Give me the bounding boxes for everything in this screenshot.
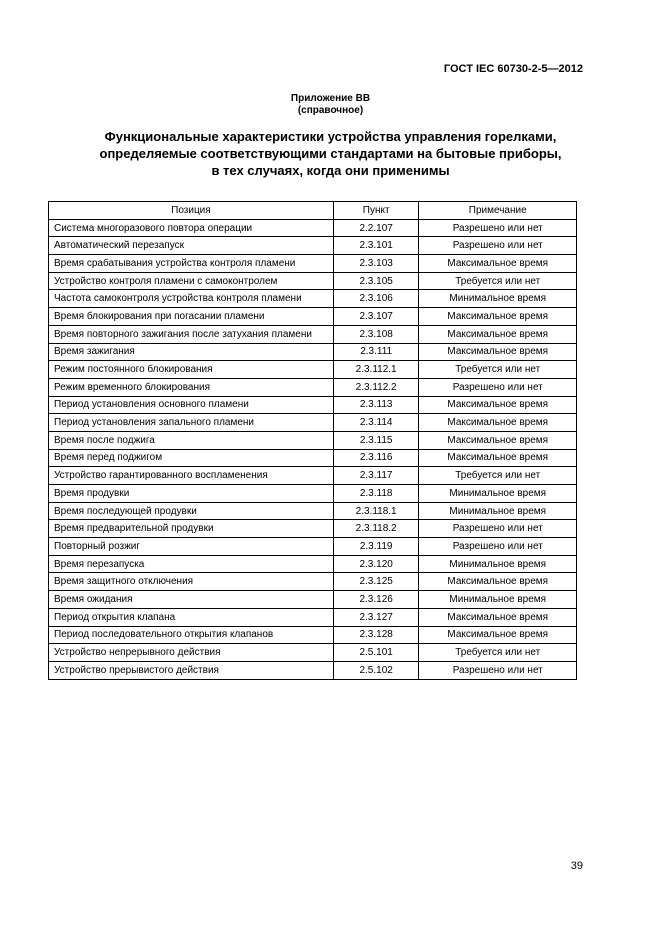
- cell-note: Минимальное время: [419, 591, 577, 609]
- cell-note: Максимальное время: [419, 573, 577, 591]
- cell-clause: 2.5.101: [333, 644, 419, 662]
- cell-position: Автоматический перезапуск: [49, 237, 334, 255]
- cell-clause: 2.3.125: [333, 573, 419, 591]
- table-row: [49, 573, 577, 591]
- cell-position: Время продувки: [49, 485, 334, 503]
- cell-position: Время последующей продувки: [49, 502, 334, 520]
- table-row: [49, 626, 577, 644]
- cell-position: Время перезапуска: [49, 555, 334, 573]
- table-row: [49, 378, 577, 396]
- cell-clause: 2.3.126: [333, 591, 419, 609]
- cell-note: Максимальное время: [419, 608, 577, 626]
- cell-clause: 2.3.118.2: [333, 520, 419, 538]
- title-line-1: Функциональные характеристики устройства управления горелками,: [104, 129, 557, 144]
- cell-clause: 2.5.102: [333, 661, 419, 679]
- annex-subtitle: (справочное): [297, 105, 364, 116]
- cell-position: Время блокирования при погасании пламени: [49, 308, 334, 326]
- cell-clause: 2.3.128: [333, 626, 419, 644]
- cell-position: Период последовательного открытия клапанов: [49, 626, 334, 644]
- title-line-2: определяемые соответствующими стандартами на бытовые приборы,: [99, 146, 562, 161]
- cell-position: Период открытия клапана: [49, 608, 334, 626]
- cell-clause: 2.3.118.1: [333, 502, 419, 520]
- cell-note: Максимальное время: [419, 626, 577, 644]
- cell-note: Разрешено или нет: [419, 237, 577, 255]
- cell-clause: 2.3.108: [333, 325, 419, 343]
- cell-position: Устройство непрерывного действия: [49, 644, 334, 662]
- table-row: [49, 485, 577, 503]
- table-row: [49, 661, 577, 679]
- cell-clause: 2.3.105: [333, 272, 419, 290]
- cell-note: Требуется или нет: [419, 272, 577, 290]
- column-header-position: Позиция: [49, 202, 334, 220]
- cell-clause: 2.3.120: [333, 555, 419, 573]
- cell-clause: 2.3.107: [333, 308, 419, 326]
- cell-clause: 2.3.119: [333, 538, 419, 556]
- cell-position: Время перед поджигом: [49, 449, 334, 467]
- document-title: [40, 128, 621, 179]
- cell-note: Максимальное время: [419, 396, 577, 414]
- table-row: [49, 290, 577, 308]
- cell-note: Требуется или нет: [419, 467, 577, 485]
- cell-clause: 2.3.127: [333, 608, 419, 626]
- cell-note: Минимальное время: [419, 555, 577, 573]
- cell-position: Период установления основного пламени: [49, 396, 334, 414]
- cell-note: Максимальное время: [419, 325, 577, 343]
- cell-clause: 2.3.106: [333, 290, 419, 308]
- cell-clause: 2.3.112.1: [333, 361, 419, 379]
- cell-clause: 2.3.117: [333, 467, 419, 485]
- cell-position: Период установления запального пламени: [49, 414, 334, 432]
- cell-note: Требуется или нет: [419, 361, 577, 379]
- cell-position: Время предварительной продувки: [49, 520, 334, 538]
- cell-note: Разрешено или нет: [419, 661, 577, 679]
- cell-note: Максимальное время: [419, 343, 577, 361]
- cell-note: Максимальное время: [419, 255, 577, 273]
- cell-note: Разрешено или нет: [419, 520, 577, 538]
- cell-clause: 2.3.118: [333, 485, 419, 503]
- table-row: [49, 396, 577, 414]
- cell-clause: 2.3.101: [333, 237, 419, 255]
- cell-clause: 2.3.114: [333, 414, 419, 432]
- cell-note: Разрешено или нет: [419, 378, 577, 396]
- cell-note: Максимальное время: [419, 414, 577, 432]
- cell-position: Устройство гарантированного воспламенения: [49, 467, 334, 485]
- cell-position: Время зажигания: [49, 343, 334, 361]
- cell-note: Максимальное время: [419, 449, 577, 467]
- table-row: [49, 325, 577, 343]
- column-header-clause: Пункт: [333, 202, 419, 220]
- column-header-note: Примечание: [419, 202, 577, 220]
- table-row: [49, 414, 577, 432]
- table-row: [49, 502, 577, 520]
- cell-position: Время защитного отключения: [49, 573, 334, 591]
- table-row: [49, 343, 577, 361]
- cell-position: Время ожидания: [49, 591, 334, 609]
- cell-note: Минимальное время: [419, 290, 577, 308]
- table-row: [49, 591, 577, 609]
- table-row: [49, 272, 577, 290]
- characteristics-table: [48, 201, 577, 680]
- cell-position: Устройство прерывистого действия: [49, 661, 334, 679]
- standard-designation: ГОСТ IEC 60730-2-5—2012: [443, 63, 583, 75]
- cell-clause: 2.3.113: [333, 396, 419, 414]
- cell-position: Режим временного блокирования: [49, 378, 334, 396]
- annex-heading: [0, 93, 661, 117]
- table-row: [49, 538, 577, 556]
- table-row: [49, 431, 577, 449]
- cell-note: Минимальное время: [419, 485, 577, 503]
- table-row: [49, 255, 577, 273]
- title-line-3: в тех случаях, когда они применимы: [211, 163, 450, 178]
- cell-position: Время срабатывания устройства контроля пламени: [49, 255, 334, 273]
- cell-position: Частота самоконтроля устройства контроля пламени: [49, 290, 334, 308]
- cell-note: Разрешено или нет: [419, 538, 577, 556]
- table-row: [49, 467, 577, 485]
- cell-position: Повторный розжиг: [49, 538, 334, 556]
- cell-clause: 2.3.111: [333, 343, 419, 361]
- annex-title: Приложение ВВ: [290, 93, 371, 104]
- table-row: [49, 237, 577, 255]
- table-row: [49, 555, 577, 573]
- table-row: [49, 308, 577, 326]
- table-row: [49, 644, 577, 662]
- page-number: 39: [570, 860, 583, 872]
- cell-note: Максимальное время: [419, 308, 577, 326]
- cell-clause: 2.3.116: [333, 449, 419, 467]
- table-row: [49, 361, 577, 379]
- cell-position: Время повторного зажигания после затухания пламени: [49, 325, 334, 343]
- table-row: [49, 520, 577, 538]
- cell-note: Минимальное время: [419, 502, 577, 520]
- cell-clause: 2.3.115: [333, 431, 419, 449]
- cell-position: Время после поджига: [49, 431, 334, 449]
- table-header-row: [49, 202, 577, 220]
- cell-note: Требуется или нет: [419, 644, 577, 662]
- cell-note: Максимальное время: [419, 431, 577, 449]
- cell-position: Устройство контроля пламени с самоконтролем: [49, 272, 334, 290]
- cell-position: Система многоразового повтора операции: [49, 219, 334, 237]
- cell-note: Разрешено или нет: [419, 219, 577, 237]
- table-row: [49, 449, 577, 467]
- table-row: [49, 608, 577, 626]
- cell-clause: 2.2.107: [333, 219, 419, 237]
- cell-clause: 2.3.112.2: [333, 378, 419, 396]
- cell-clause: 2.3.103: [333, 255, 419, 273]
- cell-position: Режим постоянного блокирования: [49, 361, 334, 379]
- table-row: [49, 219, 577, 237]
